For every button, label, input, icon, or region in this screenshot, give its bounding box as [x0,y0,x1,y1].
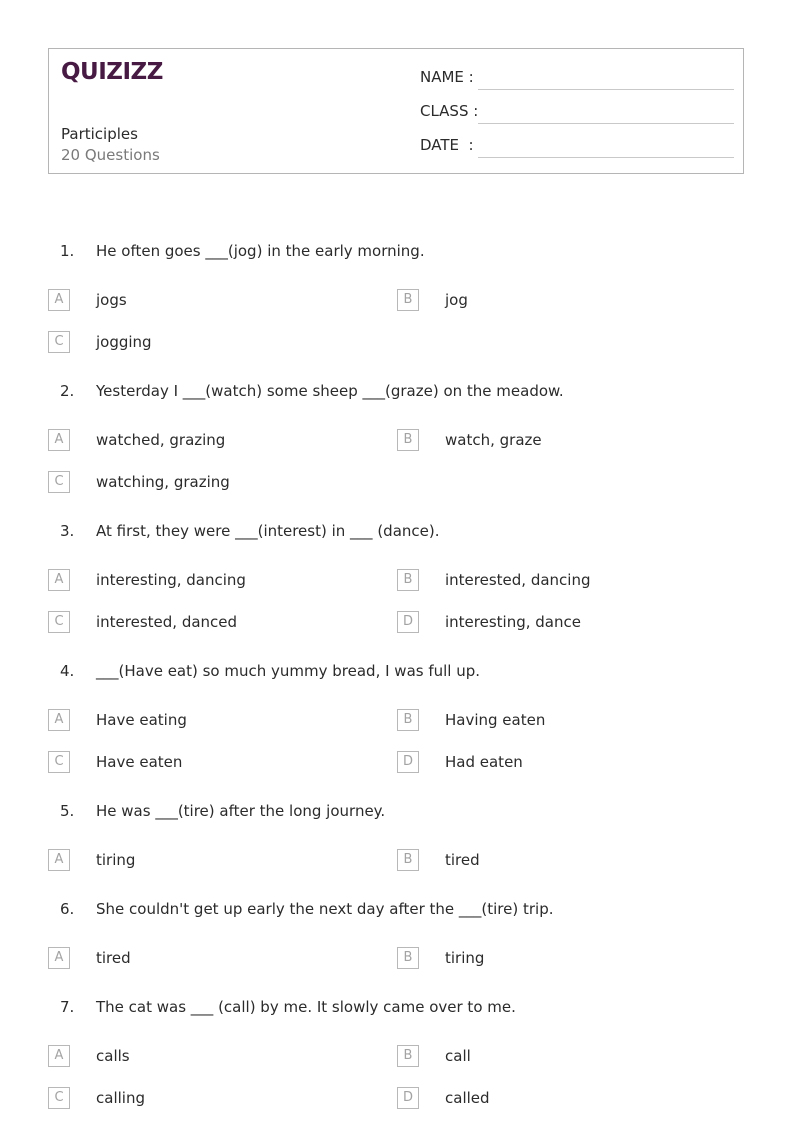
option-letter-box[interactable]: A [48,709,70,731]
question-text: ___(Have eat) so much yummy bread, I was full up. [96,662,481,680]
option-text: call [445,1047,471,1065]
name-field[interactable] [420,66,734,90]
question-1-option-b[interactable] [397,289,737,315]
question-3 [0,520,794,544]
option-text: tired [445,851,480,869]
question-4-option-a[interactable] [48,709,388,735]
option-letter-box[interactable]: A [48,947,70,969]
option-letter-box[interactable]: A [48,569,70,591]
option-text: tired [96,949,131,967]
question-7-option-a[interactable] [48,1045,388,1071]
question-text: He often goes ___(jog) in the early morning. [96,242,425,260]
question-text: The cat was ___ (call) by me. It slowly came over to me. [96,998,516,1016]
name-label: NAME : [420,68,474,86]
option-text: called [445,1089,490,1107]
option-text: Having eaten [445,711,546,729]
question-1-option-c[interactable] [48,331,388,357]
question-2 [0,380,794,404]
option-text: interesting, dance [445,613,581,631]
option-letter-box[interactable]: A [48,1045,70,1067]
worksheet-header [48,48,744,174]
option-letter-box[interactable]: C [48,331,70,353]
option-letter-box[interactable]: C [48,611,70,633]
question-number: 4. [60,662,75,680]
option-text: jogging [96,333,152,351]
question-3-option-a[interactable] [48,569,388,595]
question-5-option-b[interactable] [397,849,737,875]
date-line[interactable] [478,157,734,158]
option-text: watched, grazing [96,431,226,449]
option-text: jog [445,291,468,309]
name-line[interactable] [478,89,734,90]
question-count: 20 Questions [61,146,160,164]
question-4-option-b[interactable] [397,709,737,735]
option-letter-box[interactable]: B [397,289,419,311]
option-letter-box[interactable]: A [48,849,70,871]
option-text: watching, grazing [96,473,230,491]
option-text: tiring [445,949,485,967]
question-number: 2. [60,382,75,400]
question-7 [0,996,794,1020]
option-text: tiring [96,851,136,869]
question-number: 1. [60,242,75,260]
option-letter-box[interactable]: B [397,849,419,871]
class-field[interactable] [420,100,734,124]
date-field[interactable] [420,134,734,158]
option-text: interested, danced [96,613,238,631]
question-3-option-c[interactable] [48,611,388,637]
option-text: Have eaten [96,753,183,771]
worksheet-title: Participles [61,125,138,143]
option-text: Have eating [96,711,187,729]
question-5-option-a[interactable] [48,849,388,875]
option-text: interested, dancing [445,571,591,589]
question-number: 7. [60,998,75,1016]
question-4-option-d[interactable] [397,751,737,777]
class-line[interactable] [478,123,734,124]
question-2-option-c[interactable] [48,471,388,497]
option-letter-box[interactable]: C [48,1087,70,1109]
question-text: She couldn't get up early the next day after the ___(tire) trip. [96,900,554,918]
option-letter-box[interactable]: A [48,429,70,451]
question-3-option-b[interactable] [397,569,737,595]
option-text: calling [96,1089,145,1107]
question-4 [0,660,794,684]
question-7-option-d[interactable] [397,1087,737,1113]
option-letter-box[interactable]: D [397,751,419,773]
option-letter-box[interactable]: C [48,471,70,493]
question-text: He was ___(tire) after the long journey. [96,802,386,820]
option-letter-box[interactable]: A [48,289,70,311]
option-text: calls [96,1047,130,1065]
question-7-option-b[interactable] [397,1045,737,1071]
question-number: 6. [60,900,75,918]
question-number: 3. [60,522,75,540]
option-letter-box[interactable]: D [397,611,419,633]
quizizz-logo: QUIZIZZ [61,59,163,85]
question-text: At first, they were ___(interest) in ___ (dance). [96,522,440,540]
option-text: interesting, dancing [96,571,246,589]
question-6-option-a[interactable] [48,947,388,973]
option-letter-box[interactable]: B [397,709,419,731]
date-label: DATE : [420,136,474,154]
question-1 [0,240,794,264]
question-2-option-b[interactable] [397,429,737,455]
question-6 [0,898,794,922]
option-letter-box[interactable]: B [397,947,419,969]
question-7-option-c[interactable] [48,1087,388,1113]
question-text: Yesterday I ___(watch) some sheep ___(graze) on the meadow. [96,382,564,400]
option-letter-box[interactable]: C [48,751,70,773]
question-2-option-a[interactable] [48,429,388,455]
question-4-option-c[interactable] [48,751,388,777]
option-text: jogs [96,291,127,309]
question-3-option-d[interactable] [397,611,737,637]
option-letter-box[interactable]: B [397,569,419,591]
question-1-option-a[interactable] [48,289,388,315]
option-text: watch, graze [445,431,542,449]
class-label: CLASS : [420,102,479,120]
option-letter-box[interactable]: B [397,1045,419,1067]
question-5 [0,800,794,824]
option-letter-box[interactable]: D [397,1087,419,1109]
option-letter-box[interactable]: B [397,429,419,451]
option-text: Had eaten [445,753,523,771]
question-6-option-b[interactable] [397,947,737,973]
question-number: 5. [60,802,75,820]
